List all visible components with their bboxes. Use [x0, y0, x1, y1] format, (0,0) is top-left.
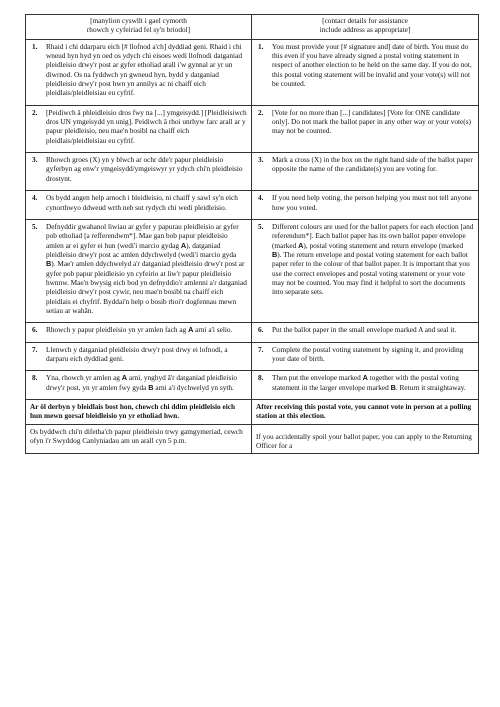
list-item — [256, 193, 474, 212]
item-number: 1. — [258, 41, 264, 51]
instruction-row — [26, 371, 479, 400]
welsh-instruction-cell — [26, 191, 252, 220]
list-item — [30, 108, 247, 145]
list-item — [30, 155, 247, 183]
list-item — [30, 345, 247, 364]
item-text: Mark a cross (X) in the box on the right hand side of the ballot paper opposite the name of the candidate(s) you are voting for. — [272, 155, 473, 174]
welsh-instruction-cell — [26, 105, 252, 152]
english-instruction-cell — [252, 342, 479, 371]
after-row — [26, 400, 479, 425]
item-text: Os bydd angen help arnoch i bleidleisio, ni chaiff y sawl sy'n eich cynorthwyo ddweud wrth neb sut rydych chi wedi pleidleisio. — [46, 193, 238, 212]
item-text: If you need help voting, the person helping you must not tell anyone how you voted. — [272, 193, 472, 212]
item-number: 2. — [258, 107, 264, 117]
welsh-instruction-cell — [26, 323, 252, 342]
list-item — [256, 345, 474, 364]
list-item — [256, 155, 474, 174]
item-number: 7. — [32, 344, 38, 354]
item-text: [Peidiwch â phleidleisio dros fwy na [...] ymgeisydd.] [Pleidleisiwch dros UN ymgeisydd yn unig]. Peidiwch â rhoi unrhyw farc arall ar y papur pleidleisio, neu mae'n bosibl na chaiff eich pleidlais/pleidleisiau eu cyfrif. — [46, 107, 247, 145]
welsh-contact-header — [26, 15, 252, 40]
welsh-instruction-cell — [26, 153, 252, 191]
item-number: 5. — [258, 221, 264, 231]
instruction-row — [26, 105, 479, 152]
header-row — [26, 15, 479, 40]
list-item — [30, 325, 247, 334]
list-item — [256, 325, 474, 334]
english-instruction-cell — [252, 219, 479, 322]
english-contact-header — [252, 15, 479, 40]
instruction-row — [26, 191, 479, 220]
english-spoil-text: If you accidentally spoil your ballot paper, you can apply to the Returning Officer for a — [256, 431, 472, 451]
welsh-after-notice: Ar ôl derbyn y bleidlais bost hon, chewch chi ddim pleidleisio eich hun mewn gorsaf bleidleisio yn yr etholiad hwn. — [26, 400, 252, 425]
english-instruction-cell — [252, 153, 479, 191]
list-item — [256, 222, 474, 297]
instruction-row — [26, 342, 479, 371]
bilingual-instructions-table — [25, 14, 479, 454]
english-instruction-cell — [252, 105, 479, 152]
item-text: You must provide your [# signature and] date of birth. You must do this even if you have already signed a postal voting statement in respect of another election to be held on the same day. If you do not, this postal voting statement will be invalid and your vote(s) will not be counted. — [272, 41, 472, 89]
welsh-instruction-cell — [26, 371, 252, 400]
spoil-row — [26, 424, 479, 454]
welsh-spoil-text: Os byddwch chi'n difetha'ch papur pleidleisio trwy gamgymeriad, cewch ofyn i'r Swyddog Canlyniadau am un arall cyn 5 p.m. — [30, 426, 243, 446]
list-item — [256, 108, 474, 136]
item-text: Different colours are used for the ballot papers for each election [and referendum*]. Each ballot paper has its own ballot paper envelope (marked A), postal voting statement and return envelope (marked B). The return envelope and postal voting statement for each ballot paper refer to the colour of that ballot paper. It is important that you use the correct envelopes and postal voting statement or your vote may not be counted. You may find it helpful to sort the documents into separate sets. — [272, 221, 474, 297]
instructions-page — [25, 14, 478, 707]
english-instruction-cell — [252, 39, 479, 105]
item-number: 8. — [258, 373, 264, 383]
item-number: 6. — [32, 325, 38, 335]
english-after-notice: After receiving this postal vote, you cannot vote in person at a polling station at this election. — [252, 400, 479, 425]
item-text: Put the ballot paper in the small envelope marked A and seal it. — [272, 325, 457, 335]
item-text: Defnyddir gwahanol liwiau ar gyfer y papurau pleidleisio ar gyfer pob etholiad [a refferendwm*]. Mae gan bob papur pleidleisio amlen ar ei gyfer ei hun (wedi'i marcio gydag A), datganiad pleidleisio drwy'r post ac amlen ddychwelyd (wedi'i marcio gyda B). Mae'r amlen ddychwelyd a'r datganiad pleidleisio drwy'r post ar gyfer pob papur pleidleisio yn cyfeirio at liw'r papur pleidleisio hwnnw. Mae'n bwysig eich bod yn defnyddio'r amlenni a'r datganiad pleidleisio drwy'r post cywir, neu mae'n bosibl na chaiff eich pleidlais ei chyfrif. Byddai'n help o bosib rhoi'r dogfennau mewn setiau ar wahân. — [46, 221, 247, 315]
instruction-row — [26, 323, 479, 342]
welsh-instruction-cell — [26, 342, 252, 371]
english-header-line-2: include address as appropriate] — [319, 25, 411, 35]
item-text: Rhowch groes (X) yn y blwch ar ochr dde'r papur pleidleisio gyferbyn ag enw'r ymgeisydd/ymgeiswyr yr ydych chi'n pleidleisio drostynt. — [46, 155, 243, 183]
welsh-instruction-cell — [26, 219, 252, 322]
english-instruction-cell — [252, 191, 479, 220]
welsh-spoil-notice — [26, 424, 252, 454]
item-number: 1. — [32, 41, 38, 51]
list-item — [30, 193, 247, 212]
item-text: Then put the envelope marked A together with the postal voting statement in the larger envelope marked B. Return it straightaway. — [272, 373, 466, 392]
item-number: 5. — [32, 221, 38, 231]
list-item — [30, 222, 247, 315]
list-item — [256, 42, 474, 89]
instruction-row — [26, 153, 479, 191]
instruction-row — [26, 219, 479, 322]
item-number: 8. — [32, 373, 38, 383]
item-text: Yna, rhowch yr amlen ag A arni, ynghyd â'r datganiad pleidleisio drwy'r post, yn yr amlen fwy gyda B arni a'i dychwelyd yn syth. — [46, 373, 237, 392]
list-item — [30, 373, 247, 392]
item-number: 3. — [32, 155, 38, 165]
english-header-line-1: [contact details for assistance — [322, 16, 408, 25]
item-number: 4. — [258, 193, 264, 203]
item-text: Complete the postal voting statement by signing it, and providing your date of birth. — [272, 344, 464, 363]
instruction-row — [26, 39, 479, 105]
item-number: 3. — [258, 155, 264, 165]
item-number: 7. — [258, 344, 264, 354]
english-instruction-cell — [252, 371, 479, 400]
item-number: 4. — [32, 193, 38, 203]
item-text: Rhowch y papur pleidleisio yn yr amlen fach ag A arni a'i selio. — [46, 325, 233, 335]
item-text: [Vote for no more than [...] candidates] [Vote for ONE candidate only]. Do not mark the ballot paper in any other way or your vote(s) may not be counted. — [272, 107, 471, 136]
english-spoil-notice — [252, 424, 479, 454]
welsh-header-line-1: [manylion cyswllt i gael cymorth — [90, 16, 187, 25]
item-text: Llenwch y datganiad pleidleisio drwy'r post drwy ei lofnodi, a darparu eich dyddiad geni. — [46, 344, 228, 363]
item-text: Rhaid i chi ddarparu eich [# llofnod a'ch] dyddiad geni. Rhaid i chi wneud hyn hyd yn oed os ydych chi eisoes wedi llofnodi datganiad pleidleisio drwy'r post ar gyfer etholiad arall i'w gynnal ar yr un diwrnod. Os na fyddwch yn gwneud hyn, bydd y datganiad pleidleisio drwy'r post hwn yn annilys ac ni chaiff eich pleidlais/pleidleisiau eu cyfrif. — [46, 41, 242, 98]
item-number: 6. — [258, 325, 264, 335]
list-item — [256, 373, 474, 392]
list-item — [30, 42, 247, 98]
welsh-header-line-2: rhowch y cyfeiriad fel sy'n briodol] — [86, 25, 191, 35]
english-instruction-cell — [252, 323, 479, 342]
item-number: 2. — [32, 107, 38, 117]
welsh-instruction-cell — [26, 39, 252, 105]
